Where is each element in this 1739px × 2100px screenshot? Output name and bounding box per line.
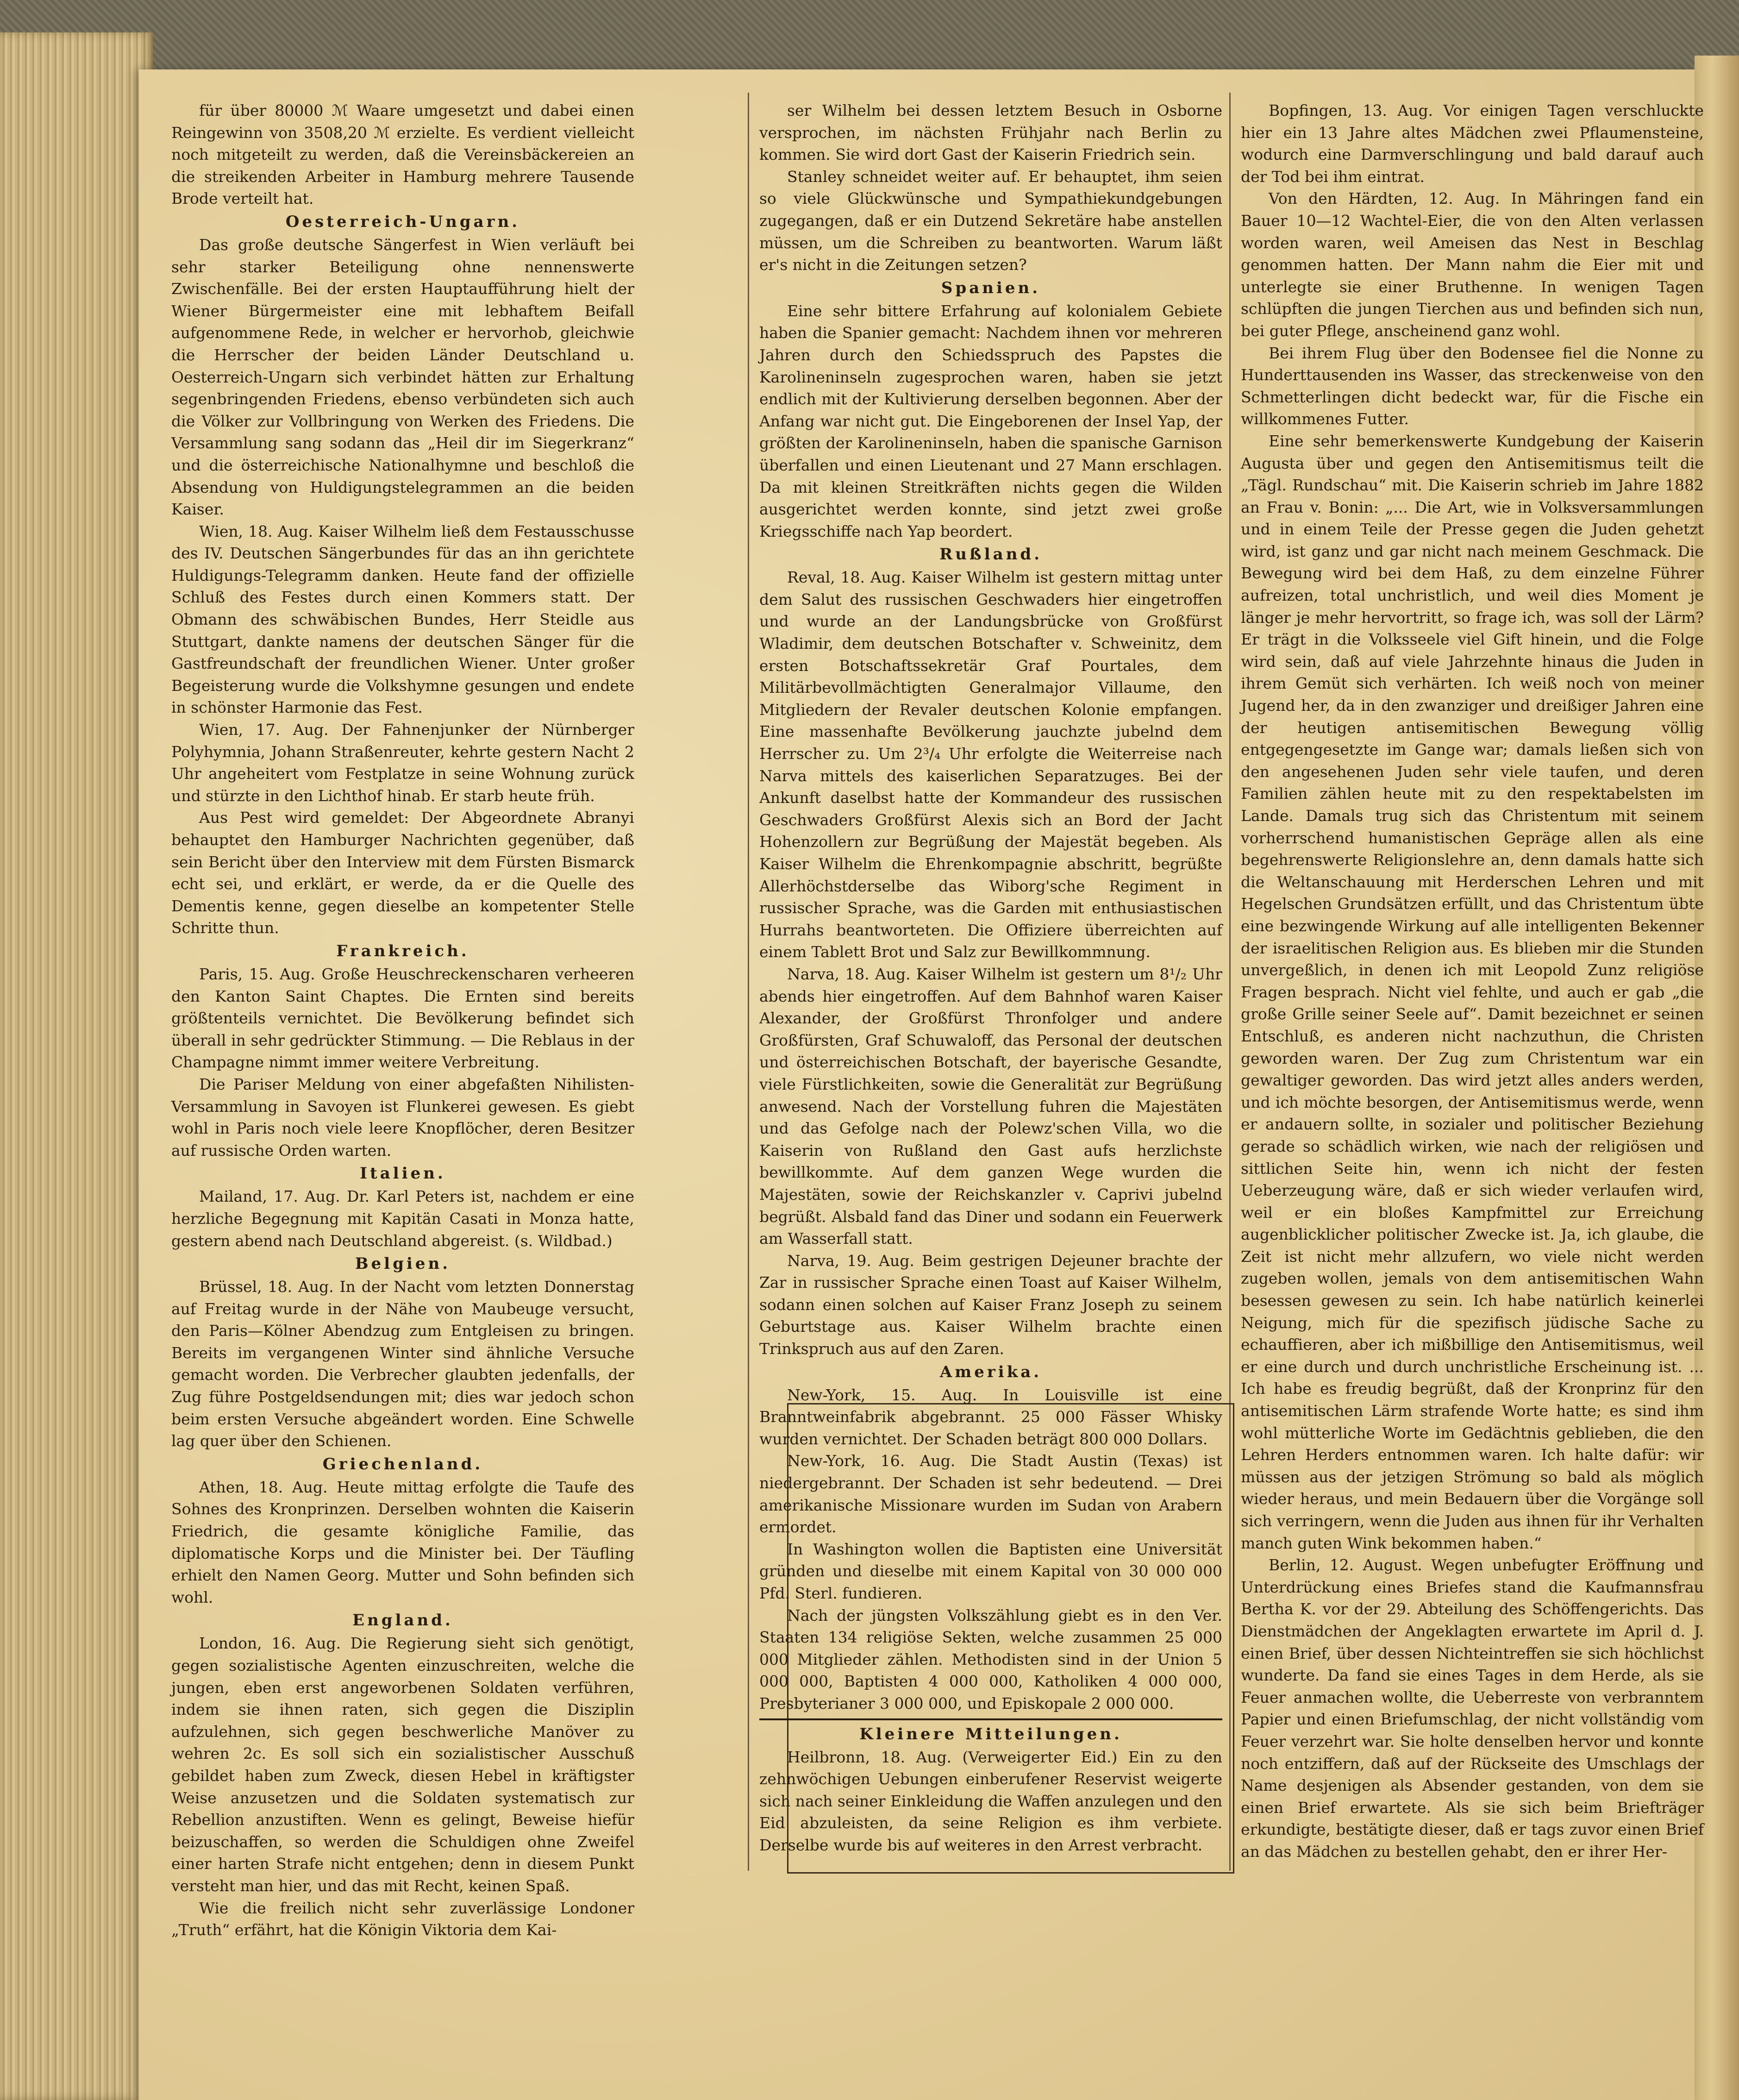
- article-paragraph: Eine sehr bemerkenswerte Kundgebung der Kaiserin Augusta über und gegen den Antisemitismus teilt die „Tägl. Rundschau“ mit. Die Kaiserin schrieb im Jahre 1882 an Frau v. Bonin: „... Die Art, wie in Volksversammlungen und in einem Teile der Presse gegen die Juden gehetzt wird, ist ganz und gar nicht nach meinem Geschmack. Die Bewegung wird bei dem Haß, zu dem einzelne Führer aufreizen, total unchristlich, und weil dies Moment je länger je mehr hervortritt, so frage ich, was soll der Lärm? Er trägt in die Volksseele viel Gift hinein, und die Folge wird sein, daß auf viele Jahrzehnte hinaus die Juden in ihrem Gemüt sich verhärten. Ich weiß noch von meiner Jugend her, da in den zwanziger und dreißiger Jahren eine der heutigen antisemitischen Bewegung völlig entgegengesetzte im Gange war; damals ließen sich von den angesehenen Juden sehr viele taufen, und deren Familien zählen heute mit zu den respektabelsten im Lande. Damals trug sich das Christentum mit seinem vorherrschend humanistischen Gepräge allen als eine begehrenswerte Religionslehre an, denn damals hatte sich die Weltanschauung mit Herderschen Lehren und mit Hegelschen Grundsätzen erfüllt, und das Christentum übte eine bezwingende Wirkung auf alle intelligenten Bekenner der israelitischen Religion aus. Es blieben mir die Stunden unvergeßlich, in denen ich mit Leopold Zunz religiöse Fragen besprach. Nicht viel fehlte, und auch er gab „die große Grille seiner Seele auf“. Damit bezeichnet er seinen Entschluß, es anderen nicht nachzuthun, die Christen geworden waren. Der Zug zum Christentum war ein gewaltiger geworden. Das wird jetzt alles anders werden, und ich möchte besorgen, der Antisemitismus werde, wenn er andauern sollte, in sozialer und politischer Beziehung gerade so schädlich wirken, wie nach der religiösen und sittlichen Seite hin, wenn ich nicht der festen Ueberzeugung wäre, daß er sich wieder verlaufen wird, weil er ein bloßes Kampfmittel zur Erreichung augenblicklicher politischer Zwecke ist. Ja, ich glaube, die Zeit ist nicht mehr allzufern, wo viele nicht werden zugeben wollen, jemals von dem antisemitischen Wahn besessen gewesen zu sein. Ich habe natürlich keinerlei Neigung, mich für die spezifisch jüdische Sache zu echauffieren, aber ich mißbillige den Antisemitismus, weil er eine durch und durch unchristliche Erscheinung ist. ... Ich habe es freudig begrüßt, daß der Kronprinz für den antisemitischen Lärm strafende Worte hatte; es sind ihm wohl mütterliche Worte im Gedächtnis geblieben, die den Lehren Herders entnommen waren. Ich halte dafür: wir müssen aus der jetzigen Strömung so bald als möglich wieder heraus, und mein Bedauern über die Vorgänge soll sich verringern, wenn die Juden aus ihnen für ihr Verhalten manch guten Wink bekommen haben.“: [1241, 432, 1704, 1552]
- article-paragraph: Bei ihrem Flug über den Bodensee fiel die Nonne zu Hunderttausenden ins Wasser, das streckenweise von den Schmetterlingen dicht bedeckt war, für die Fische ein willkommenes Futter.: [1241, 344, 1704, 428]
- article-paragraph: Reval, 18. Aug. Kaiser Wilhelm ist gestern mittag unter dem Salut des russischen Geschwaders hier eingetroffen und wurde an der Landungsbrücke von Großfürst Wladimir, dem deutschen Botschafter v. Schweinitz, dem ersten Botschaftssekretär Graf Pourtales, dem Militärbevollmächtigten Generalmajor Villaume, den Mitgliedern der Revaler deutschen Kolonie empfangen. Eine massenhafte Bevölkerung jauchzte jubelnd dem Herrscher zu. Um 2³/₄ Uhr erfolgte die Weiterreise nach Narva mittels des kaiserlichen Separatzuges. Bei der Ankunft daselbst hatte der Kommandeur des russischen Geschwaders Großfürst Alexis sich an Bord der Jacht Hohenzollern zur Begrüßung der Majestät begeben. Als Kaiser Wilhelm die Ehrenkompagnie abschritt, begrüßte Allerhöchstderselbe das Wiborg'sche Regiment in russischer Sprache, was die Garden mit enthusiastischen Hurrahs beantworteten. Die Offiziere überreichten auf einem Tablett Brot und Salz zur Bewillkommnung.: [759, 568, 1222, 961]
- section-heading: Italien.: [360, 1164, 446, 1183]
- article-paragraph: Stanley schneidet weiter auf. Er behauptet, ihm seien so viele Glückwünsche und Sympathiekundgebungen zugegangen, daß er ein Dutzend Sekretäre habe anstellen müssen, um die Schreiben zu beantworten. Warum läßt er's nicht in die Zeitungen setzen?: [759, 167, 1222, 274]
- section-heading: Frankreich.: [336, 941, 469, 960]
- article-paragraph: New-York, 16. Aug. Die Stadt Austin (Texas) ist niedergebrannt. Der Schaden ist sehr bedeutend. — Drei amerikanische Missionare wurden im Sudan von Arabern ermordet.: [759, 1452, 1222, 1536]
- article-paragraph: London, 16. Aug. Die Regierung sieht sich genötigt, gegen sozialistische Agenten einzuschreiten, welche die jungen, eben erst angeworbenen Soldaten verführen, indem sie ihnen raten, sich gegen die Disziplin aufzulehnen, sich gegen beschwerliche Manöver zu wehren 2c. Es soll sich ein sozialistischer Ausschuß gebildet haben zum Zweck, diesen Hebel in kräftigster Weise anzusetzen und die Soldaten systematisch zur Rebellion anzustiften. Wenn es gelingt, Beweise hiefür beizuschaffen, so werden die Schuldigen ohne Zweifel einer harten Strafe nicht entgehen; denn in diesem Punkt versteht man hier, und das mit Recht, keinen Spaß.: [171, 1634, 634, 1895]
- section-heading: Rußland.: [939, 545, 1043, 564]
- article-paragraph: Brüssel, 18. Aug. In der Nacht vom letzten Donnerstag auf Freitag wurde in der Nähe von Maubeuge versucht, den Paris—Kölner Abendzug zum Entgleisen zu bringen. Bereits im vergangenen Winter sind ähnliche Versuche gemacht worden. Die Verbrecher glaubten jedenfalls, der Zug führe Postgeldsendungen mit; dies war jedoch schon beim ersten Versuche abgeändert worden. Eine Schwelle lag quer über den Schienen.: [171, 1278, 634, 1450]
- article-paragraph: Narva, 19. Aug. Beim gestrigen Dejeuner brachte der Zar in russischer Sprache einen Toast auf Kaiser Wilhelm, sodann einen solchen auf Kaiser Franz Joseph zu seinem Geburtstage aus. Kaiser Wilhelm brachte einen Trinkspruch aus auf den Zaren.: [759, 1251, 1222, 1358]
- article-paragraph: Nach der jüngsten Volkszählung giebt es in den Ver. Staaten 134 religiöse Sekten, welche zusammen 25 000 000 Mitglieder zählen. Methodisten sind in der Union 5 000 000, Baptisten 4 000 000, Katholiken 4 000 000, Presbyterianer 3 000 000, und Episkopale 2 000 000.: [759, 1606, 1222, 1712]
- section-heading: Belgien.: [355, 1254, 451, 1273]
- article-paragraph: Bopfingen, 13. Aug. Vor einigen Tagen verschluckte hier ein 13 Jahre altes Mädchen zwei Pflaumensteine, wodurch eine Darmverschlingung und bald darauf auch der Tod bei ihm eintrat.: [1241, 101, 1704, 186]
- article-paragraph: Berlin, 12. August. Wegen unbefugter Eröffnung und Unterdrückung eines Briefes stand die Kaufmannsfrau Bertha K. vor der 29. Abteilung des Schöffengerichts. Das Dienstmädchen der Angeklagten erwartete im April d. J. einen Brief, über dessen Nichteintreffen sie sich höchlichst wunderte. Da fand sie eines Tages in dem Herde, als sie Feuer anmachen wollte, die Ueberreste von verbranntem Papier und einen Briefumschlag, der nicht vollständig vom Feuer verzehrt war. Sie holte denselben hervor und konnte noch entziffern, daß auf der Rückseite des Umschlags der Name desjenigen als Absender gestanden, von dem sie einen Brief erwartete. Als sie sich beim Briefträger erkundigte, bestätigte dieser, daß er tags zuvor einen Brief an das Mädchen zu bestellen gehabt, den er ihrer Her-: [1241, 1556, 1704, 1861]
- article-paragraph: ser Wilhelm bei dessen letztem Besuch in Osborne versprochen, im nächsten Frühjahr nach Berlin zu kommen. Sie wird dort Gast der Kaiserin Friedrich sein.: [759, 101, 1222, 164]
- column-2: [759, 100, 1222, 1856]
- column-3: [1241, 100, 1704, 1863]
- article-paragraph: für über 80000 ℳ Waare umgesetzt und dabei einen Reingewinn von 3508,20 ℳ erzielte. Es verdient vielleicht noch mitgeteilt zu werden, daß die Vereinsbäckereien an die streikenden Arbeiter in Hamburg mehrere Tausende Brode verteilt hat.: [171, 101, 634, 208]
- article-paragraph: Heilbronn, 18. Aug. (Verweigerter Eid.) Ein zu den zehnwöchigen Uebungen einberufener Reservist weigerte sich nach seiner Einkleidung die Waffen anzulegen und den Eid abzuleisten, da seine Religion es ihm verbiete. Derselbe wurde bis auf weiteres in den Arrest verbracht.: [759, 1748, 1222, 1854]
- section-heading: Amerika.: [939, 1362, 1042, 1381]
- article-paragraph: Narva, 18. Aug. Kaiser Wilhelm ist gestern um 8¹/₂ Uhr abends hier eingetroffen. Auf dem Bahnhof waren Kaiser Alexander, der Großfürst Thronfolger und andere Großfürsten, Graf Schuwaloff, das Personal der deutschen und österreichischen Botschaft, der bayerische Gesandte, viele Fürstlichkeiten, sowie die Generalität zur Begrüßung anwesend. Nach der Vorstellung fuhren die Majestäten und das Gefolge nach der Polewz'schen Villa, wo die Kaiserin von Rußland den Gast aufs herzlichste bewillkommte. Auf dem ganzen Wege wurden die Majestäten, sowie der Reichskanzler v. Caprivi jubelnd begrüßt. Alsbald fand das Diner und sodann ein Feuerwerk am Wasserfall statt.: [759, 965, 1222, 1248]
- article-paragraph: New-York, 15. Aug. In Louisville ist eine Branntweinfabrik abgebrannt. 25 000 Fässer Whisky wurden vernichtet. Der Schaden beträgt 800 000 Dollars.: [759, 1385, 1222, 1448]
- section-heading: Kleinere Mitteilungen.: [759, 1718, 1222, 1745]
- article-paragraph: Wien, 18. Aug. Kaiser Wilhelm ließ dem Festausschusse des IV. Deutschen Sängerbundes für das an ihn gerichtete Huldigungs-Telegramm danken. Heute fand der offizielle Schluß des Festes durch einen Kommers statt. Der Obmann des schwäbischen Bundes, Herr Steidle aus Stuttgart, dankte namens der deutschen Sänger für die Gastfreundschaft der freundlichen Wiener. Unter großer Begeisterung wurde die Volkshymne gesungen und endete in schönster Harmonie das Fest.: [171, 522, 634, 717]
- section-heading: England.: [352, 1611, 453, 1630]
- article-paragraph: Aus Pest wird gemeldet: Der Abgeordnete Abranyi behauptet den Hamburger Nachrichten gegenüber, daß sein Bericht über den Interview mit dem Fürsten Bismarck echt sei, und erklärt, er werde, da er die Quelle des Dementis kenne, gegen dieselbe an kompetenter Stelle Schritte thun.: [171, 809, 634, 937]
- column-rule-1: [748, 93, 749, 1871]
- article-paragraph: Die Pariser Meldung von einer abgefaßten Nihilisten-Versammlung in Savoyen ist Flunkerei gewesen. Es giebt wohl in Paris noch viele leere Knopflöcher, deren Besitzer auf russische Orden warten.: [171, 1075, 634, 1160]
- article-paragraph: Mailand, 17. Aug. Dr. Karl Peters ist, nachdem er eine herzliche Begegnung mit Kapitän Casati in Monza hatte, gestern abend nach Deutschland abgereist. (s. Wildbad.): [171, 1187, 634, 1250]
- article-paragraph: Das große deutsche Sängerfest in Wien verläuft bei sehr starker Beteiligung ohne nennenswerte Zwischenfälle. Bei der ersten Hauptaufführung hielt der Wiener Bürgermeister eine mit lebhaftem Beifall aufgenommene Rede, in welcher er hervorhob, gleichwie die Herrscher der beiden Länder Deutschland u. Oesterreich-Ungarn sich verbindet hätten zur Erhaltung segenbringenden Friedens, ebenso verbündeten sich auch die Völker zur Vollbringung von Werken des Friedens. Die Versammlung sang sodann das „Heil dir im Siegerkranz“ und die österreichische Nationalhymne und beschloß die Absendung von Huldigungstelegrammen an die beiden Kaiser.: [171, 235, 634, 519]
- article-paragraph: Von den Härdten, 12. Aug. In Mähringen fand ein Bauer 10—12 Wachtel-Eier, die von den Alten verlassen worden waren, weil Ameisen das Nest in Beschlag genommen hatten. Der Mann nahm die Eier mit und unterlegte sie einer Bruthenne. In wenigen Tagen schlüpften die jungen Tierchen aus und befinden sich nun, bei guter Pflege, anscheinend ganz wohl.: [1241, 189, 1704, 340]
- section-heading: Oesterreich-Ungarn.: [285, 212, 520, 231]
- book-page-edges: [0, 32, 153, 2100]
- article-paragraph: Paris, 15. Aug. Große Heuschreckenscharen verheeren den Kanton Saint Chaptes. Die Ernten sind bereits größtenteils vernichtet. Die Bevölkerung befindet sich überall in sehr gedrückter Stimmung. — Die Reblaus in der Champagne nimmt immer weitere Verbreitung.: [171, 965, 634, 1072]
- article-paragraph: Eine sehr bittere Erfahrung auf kolonialem Gebiete haben die Spanier gemacht: Nachdem ihnen vor mehreren Jahren durch den Schiedsspruch des Papstes die Karolineninseln zugesprochen waren, haben sie jetzt endlich mit der Kultivierung derselben begonnen. Aber der Anfang war nicht gut. Die Eingeborenen der Insel Yap, der größten der Karolineninseln, haben die spanische Garnison überfallen und einen Lieutenant und 27 Mann erschlagen. Da mit kleinen Streitkräften nichts gegen die Wilden ausgerichtet werden konnte, sind jetzt zwei große Kriegsschiffe nach Yap beordert.: [759, 301, 1222, 540]
- section-heading: Griechenland.: [322, 1454, 483, 1473]
- column-1: [171, 100, 634, 1941]
- article-paragraph: Wie die freilich nicht sehr zuverlässige Londoner „Truth“ erfährt, hat die Königin Viktoria dem Kai-: [171, 1899, 634, 1939]
- article-paragraph: Wien, 17. Aug. Der Fahnenjunker der Nürnberger Polyhymnia, Johann Straßenreuter, kehrte gestern Nacht 2 Uhr angeheitert vom Festplatze in seine Wohnung zurück und stürzte in den Lichthof hinab. Er starb heute früh.: [171, 721, 634, 805]
- article-paragraph: Athen, 18. Aug. Heute mittag erfolgte die Taufe des Sohnes des Kronprinzen. Derselben wohnten die Kaiserin Friedrich, die gesamte königliche Familie, das diplomatische Korps und die Minister bei. Der Täufling erhielt den Namen Georg. Mutter und Sohn befinden sich wohl.: [171, 1478, 634, 1606]
- section-heading: Spanien.: [941, 278, 1041, 297]
- article-paragraph: In Washington wollen die Baptisten eine Universität gründen und dieselbe mit einem Kapital von 30 000 000 Pfd. Sterl. fundieren.: [759, 1540, 1222, 1602]
